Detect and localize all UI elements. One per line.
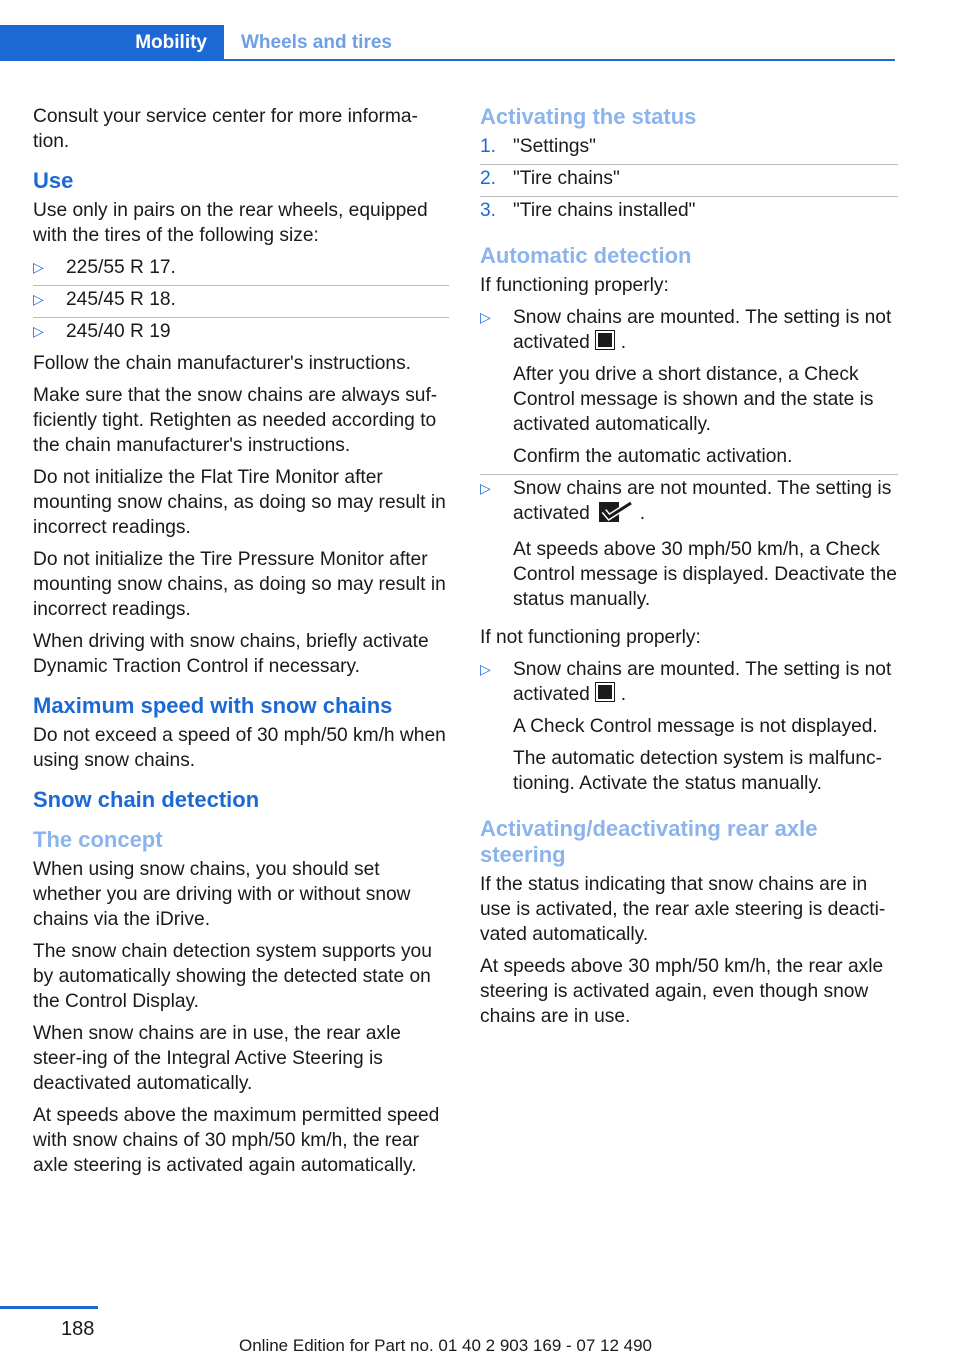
step-number: 1. xyxy=(480,136,497,157)
period: . xyxy=(639,503,646,524)
list-item-detail: A Check Control message is not displayed. xyxy=(513,716,878,737)
page-header xyxy=(0,25,895,61)
step-number: 2. xyxy=(480,168,497,189)
left-column xyxy=(33,104,449,1185)
heading-activating-status: Activating the status xyxy=(480,104,697,129)
heading-concept: The concept xyxy=(33,827,163,852)
list-item-text: Snow chains are not mounted. The setting is activated xyxy=(513,478,892,524)
paragraph-concept-3: When snow chains are in use, the rear axle steer-ing of the Integral Active Steering is deactivated automatically. xyxy=(33,1023,401,1094)
paragraph-concept-2: The snow chain detection system supports you by automatically showing the detected state on the Control Display. xyxy=(33,941,432,1012)
paragraph-if-functioning: If functioning properly: xyxy=(480,275,669,296)
activation-steps xyxy=(480,134,898,229)
list-item xyxy=(480,476,898,618)
paragraph-flat-tire: Do not initialize the Flat Tire Monitor after mounting snow chains, as doing so may result in incorrect readings. xyxy=(33,467,446,538)
list-item-detail: Confirm the automatic activation. xyxy=(513,446,793,467)
list-item xyxy=(480,134,898,165)
paragraph-follow: Follow the chain manufacturer's instructions. xyxy=(33,353,411,374)
list-item-detail: After you drive a short distance, a Check Control message is shown and the state is activated automatically. xyxy=(513,364,874,435)
step-text: "Settings" xyxy=(513,136,596,157)
checkbox-checked-icon xyxy=(598,501,634,530)
checkbox-empty-icon xyxy=(596,683,614,701)
paragraph-max-speed: Do not exceed a speed of 30 mph/50 km/h when using snow chains. xyxy=(33,725,446,771)
list-item xyxy=(480,305,898,475)
list-item xyxy=(480,657,898,802)
list-item xyxy=(33,255,449,286)
list-item xyxy=(33,319,449,350)
step-text: "Tire chains" xyxy=(513,168,620,189)
checkbox-empty-icon xyxy=(596,331,614,349)
heading-use: Use xyxy=(33,168,74,193)
list-item xyxy=(480,198,898,229)
triangle-right-icon: ▷ xyxy=(480,480,491,496)
chapter-tab-wheels-and-tires: Wheels and tires xyxy=(241,32,392,53)
list-item-text: Snow chains are mounted. The setting is not activated xyxy=(513,659,892,705)
list-item-text: 245/45 R 18. xyxy=(66,289,176,310)
triangle-right-icon: ▷ xyxy=(480,309,491,325)
paragraph-rear-1: If the status indicating that snow chains are in use is activated, the rear axle steering is deacti-vated automatically. xyxy=(480,874,886,945)
footer-rule xyxy=(0,1306,98,1309)
triangle-right-icon: ▷ xyxy=(33,259,44,275)
step-number: 3. xyxy=(480,200,497,221)
triangle-right-icon: ▷ xyxy=(480,661,491,677)
paragraph-concept-1: When using snow chains, you should set whether you are driving with or without snow chains via the iDrive. xyxy=(33,859,411,930)
heading-max-speed: Maximum speed with snow chains xyxy=(33,693,393,718)
period: . xyxy=(620,332,627,353)
paragraph-tight: Make sure that the snow chains are always suf-ficiently tight. Retighten as needed according to the chain manufacturer's instructions. xyxy=(33,385,438,456)
list-item xyxy=(480,166,898,197)
heading-snow-chain-detection: Snow chain detection xyxy=(33,787,260,812)
edition-note: Online Edition for Part no. 01 40 2 903 169 - 07 12 490 xyxy=(239,1336,653,1355)
step-text: "Tire chains installed" xyxy=(513,200,696,221)
paragraph-if-not-functioning: If not functioning properly: xyxy=(480,627,701,648)
list-item-text: 225/55 R 17. xyxy=(66,257,176,278)
list-item-text: 245/40 R 19 xyxy=(66,321,171,342)
functioning-list xyxy=(480,305,898,618)
triangle-right-icon: ▷ xyxy=(33,291,44,307)
period: . xyxy=(620,684,627,705)
page-number: 188 xyxy=(61,1318,95,1340)
triangle-right-icon: ▷ xyxy=(33,323,44,339)
heading-automatic-detection: Automatic detection xyxy=(480,243,692,268)
list-item-detail: The automatic detection system is malfunc-tioning. Activate the status manually. xyxy=(513,748,882,794)
paragraph-consult: Consult your service center for more informa- tion. xyxy=(33,106,418,152)
list-item-detail: At speeds above 30 mph/50 km/h, a Check Control message is displayed. Deactivate the status manually. xyxy=(513,539,897,610)
right-column xyxy=(480,104,898,1036)
list-item-text: Snow chains are mounted. The setting is not activated xyxy=(513,307,892,353)
section-tab-mobility: Mobility xyxy=(0,25,224,61)
paragraph-concept-4: At speeds above the maximum permitted speed with snow chains of 30 mph/50 km/h, the rear axle steering is activated again automatically. xyxy=(33,1105,440,1176)
tire-size-list xyxy=(33,255,449,350)
paragraph-rear-2: At speeds above 30 mph/50 km/h, the rear axle steering is activated again, even though snow chains are in use. xyxy=(480,956,884,1027)
list-item xyxy=(33,287,449,318)
heading-rear-axle-steering: Activating/deactivating rear axle steering xyxy=(480,816,818,867)
paragraph-tire-pressure: Do not initialize the Tire Pressure Monitor after mounting snow chains, as doing so may result in incorrect readings. xyxy=(33,549,446,620)
paragraph-dtc: When driving with snow chains, briefly activate Dynamic Traction Control if necessary. xyxy=(33,631,429,677)
not-functioning-list xyxy=(480,657,898,802)
paragraph-use: Use only in pairs on the rear wheels, equipped with the tires of the following size: xyxy=(33,200,428,246)
